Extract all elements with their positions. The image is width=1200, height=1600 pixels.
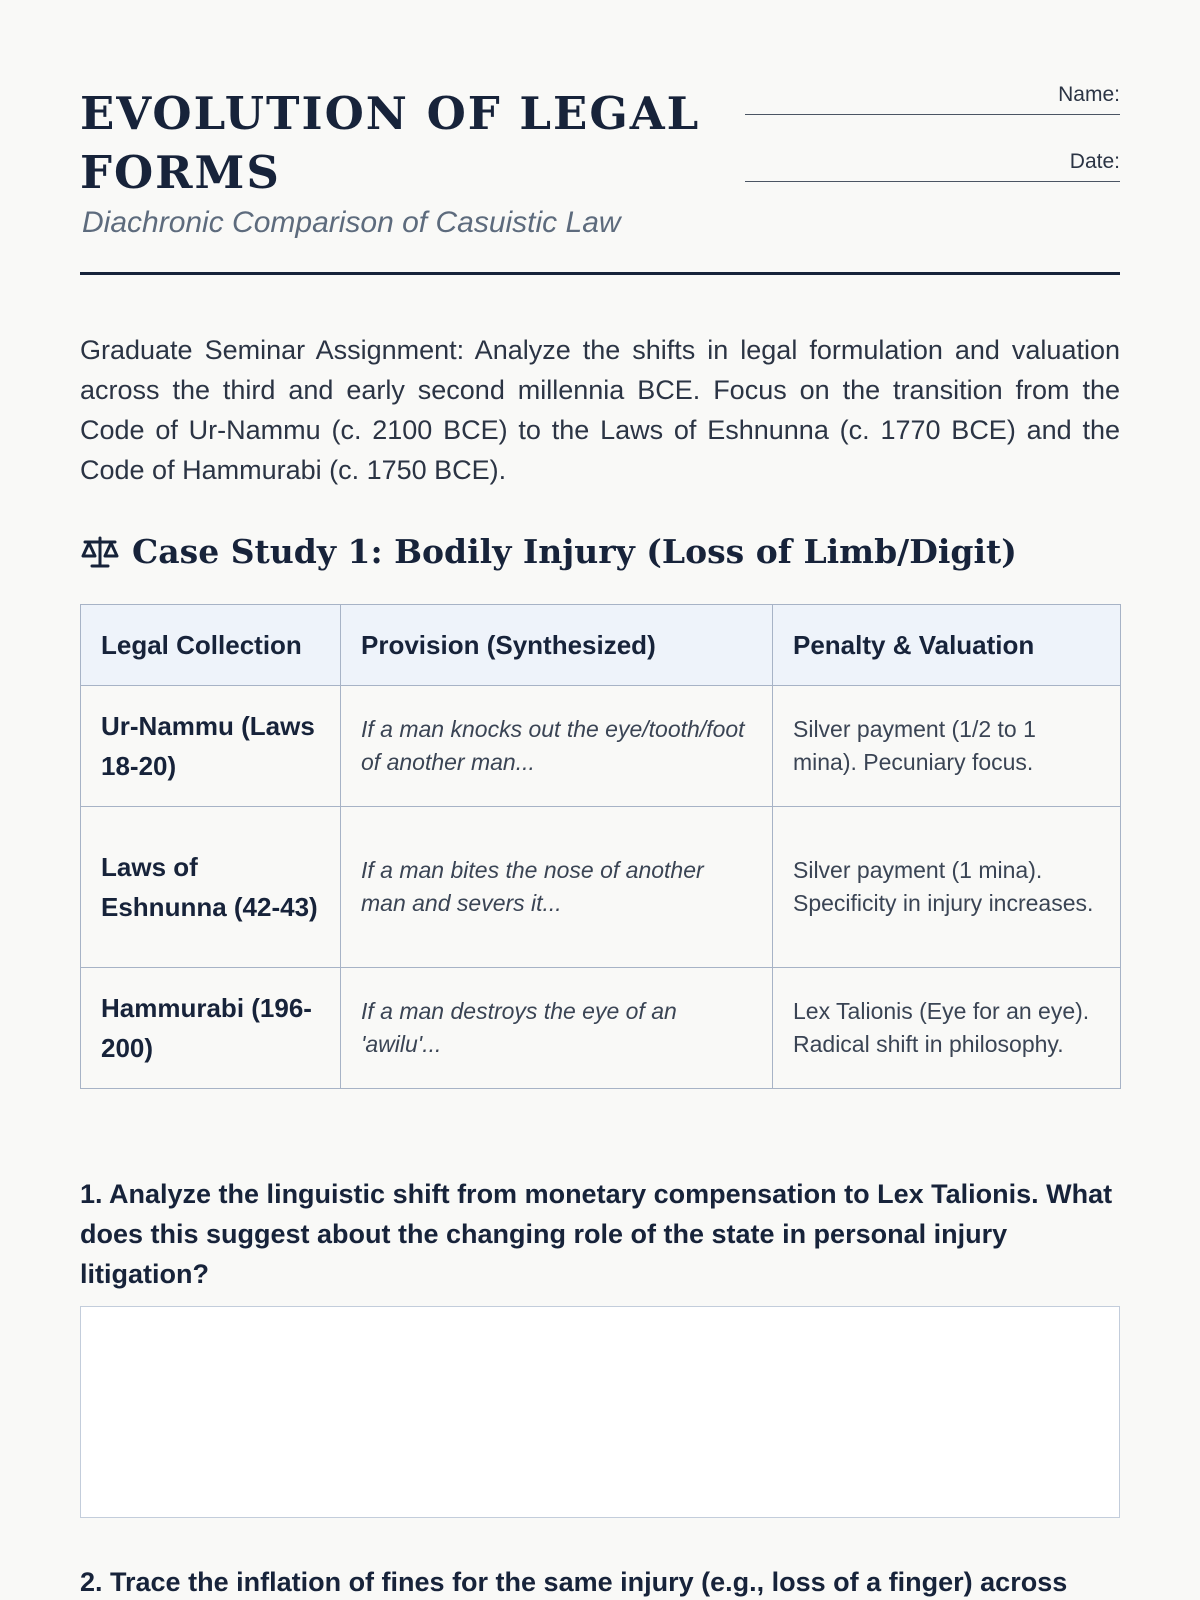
date-field-line[interactable] xyxy=(745,181,1120,182)
column-header: Provision (Synthesized) xyxy=(341,605,773,686)
provision-cell: If a man destroys the eye of an 'awilu'... xyxy=(341,968,773,1089)
table-row xyxy=(81,686,1121,807)
collection-cell: Ur-Nammu (Laws 18-20) xyxy=(81,686,341,807)
case-study-title: Case Study 1: Bodily Injury (Loss of Limb/Digit) xyxy=(132,532,1017,571)
date-label: Date: xyxy=(1069,150,1120,173)
page-subtitle: Diachronic Comparison of Casuistic Law xyxy=(82,206,621,239)
table-row xyxy=(81,807,1121,968)
question-2: 2. Trace the inflation of fines for the same injury (e.g., loss of a finger) across xyxy=(80,1567,1068,1597)
penalty-cell: Silver payment (1 mina). Specificity in injury increases. xyxy=(773,807,1121,968)
name-label: Name: xyxy=(1058,83,1120,106)
collection-cell: Laws of Eshnunna (42-43) xyxy=(81,807,341,968)
collection-cell: Hammurabi (196-200) xyxy=(81,968,341,1089)
question-1: 1. Analyze the linguistic shift from monetary compensation to Lex Talionis. What does this suggest about the changing role of the state in personal injury litigation? xyxy=(80,1179,1113,1289)
column-header: Penalty & Valuation xyxy=(773,605,1121,686)
case-study-heading xyxy=(80,532,1120,571)
case-study-table xyxy=(80,604,1121,1089)
page-title: EVOLUTION OF LEGAL FORMS xyxy=(80,87,701,199)
table-header-row xyxy=(81,605,1121,686)
name-field-line[interactable] xyxy=(745,114,1120,115)
header-divider xyxy=(80,272,1120,275)
scales-icon xyxy=(80,534,120,570)
column-header: Legal Collection xyxy=(81,605,341,686)
header xyxy=(80,78,1120,278)
student-info xyxy=(745,78,1120,212)
provision-cell: If a man knocks out the eye/tooth/foot of another man... xyxy=(341,686,773,807)
penalty-cell: Silver payment (1/2 to 1 mina). Pecuniary focus. xyxy=(773,686,1121,807)
case-study-table-wrapper xyxy=(80,604,1120,1089)
provision-cell: If a man bites the nose of another man and severs it... xyxy=(341,807,773,968)
penalty-cell: Lex Talionis (Eye for an eye). Radical shift in philosophy. xyxy=(773,968,1121,1089)
answer-box-1[interactable] xyxy=(80,1306,1120,1518)
assignment-intro: Graduate Seminar Assignment: Analyze the shifts in legal formulation and valuation across the third and early second millennia BCE. Focus on the transition from the Code of Ur-Nammu (c. 2100 BCE) to the Laws of Eshnunna (c. 1770 BCE) and the Code of Hammurabi (c. 1750 BCE). xyxy=(80,335,1120,485)
table-row xyxy=(81,968,1121,1089)
